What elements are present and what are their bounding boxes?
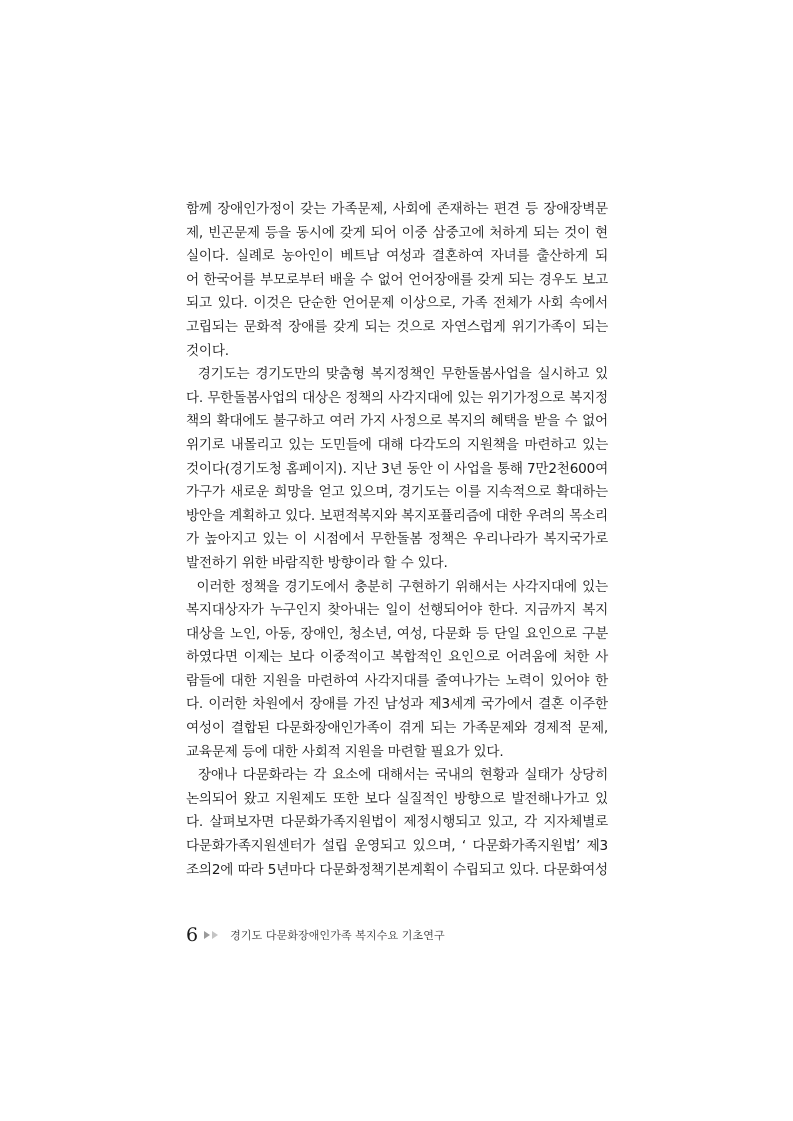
text-line: 책의 확대에도 불구하고 여러 가지 사정으로 복지의 혜택을 받을 수 없어 (186, 413, 608, 430)
text-line: 여성이 결합된 다문화장애인가족이 겪게 되는 가족문제와 경제적 문제, (186, 720, 608, 737)
text-line: 대상을 노인, 아동, 장애인, 청소년, 여성, 다문화 등 단일 요인으로 구분 (186, 625, 608, 642)
text-line: 람들에 대한 지원을 마련하여 사각지대를 줄여나가는 노력이 있어야 한 (186, 672, 608, 689)
double-arrow-icon (204, 931, 220, 939)
text-line: 교육문제 등에 대한 사회적 지원을 마련할 필요가 있다. (186, 743, 504, 760)
text-line: 장애나 다문화라는 각 요소에 대해서는 국내의 현황과 실태가 상당히 (186, 767, 608, 784)
text-line: 조의2에 따라 5년마다 다문화정책기본계획이 수립되고 있다. 다문화여성 (186, 861, 608, 878)
text-line: 것이다. (186, 342, 229, 359)
page-number: 6 (186, 924, 199, 946)
text-line: 가구가 새로운 희망을 얻고 있으며, 경기도는 이를 지속적으로 확대하는 (186, 484, 608, 501)
text-line: 다문화가족지원센터가 설립 운영되고 있으며, ‘ 다문화가족지원법’ 제3 (186, 838, 608, 855)
text-line: 고립되는 문화적 장애를 갖게 되는 것으로 자연스럽게 위기가족이 되는 (186, 318, 608, 335)
text-line: 함께 장애인가정이 갖는 가족문제, 사회에 존재하는 편견 등 장애장벽문 (186, 201, 608, 217)
text-line: 방안을 계획하고 있다. 보편적복지와 복지포퓰리즘에 대한 우려의 목소리 (186, 507, 608, 524)
text-line: 논의되어 왔고 지원제도 또한 보다 실질적인 방향으로 발전해나가고 있 (186, 790, 608, 807)
text-line: 어 한국어를 부모로부터 배울 수 없어 언어장애를 갖게 되는 경우도 보고 (186, 271, 608, 288)
text-line: 경기도는 경기도만의 맞춤형 복지정책인 무한돌봄사업을 실시하고 있 (186, 366, 608, 383)
text-line: 다. 이러한 차원에서 장애를 가진 남성과 제3세계 국가에서 결혼 이주한 (186, 696, 608, 713)
page-footer (186, 922, 445, 948)
text-line: 가 높아지고 있는 이 시점에서 무한돌봄 정책은 우리나라가 복지국가로 (186, 531, 608, 548)
text-line: 하였다면 이제는 보다 이중적이고 복합적인 요인으로 어려움에 처한 사 (186, 649, 608, 666)
body-text (186, 198, 608, 882)
text-line: 이러한 정책을 경기도에서 충분히 구현하기 위해서는 사각지대에 있는 (186, 578, 608, 595)
text-line: 위기로 내몰리고 있는 도민들에 대해 다각도의 지원책을 마련하고 있는 (186, 436, 608, 453)
running-title: 경기도 다문화장애인가족 복지수요 기초연구 (230, 929, 445, 942)
text-line: 다. 무한돌봄사업의 대상은 정책의 사각지대에 있는 위기가정으로 복지정 (186, 389, 608, 406)
text-line: 되고 있다. 이것은 단순한 언어문제 이상으로, 가족 전체가 사회 속에서 (186, 295, 608, 312)
text-line: 복지대상자가 누구인지 찾아내는 일이 선행되어야 한다. 지금까지 복지 (186, 602, 608, 619)
text-line: 실이다. 실례로 농아인이 베트남 여성과 결혼하여 자녀를 출산하게 되 (186, 248, 608, 265)
text-line: 다. 살펴보자면 다문화가족지원법이 제정시행되고 있고, 각 지자체별로 (186, 814, 608, 831)
text-line: 발전하기 위한 바람직한 방향이라 할 수 있다. (186, 554, 448, 571)
text-line: 제, 빈곤문제 등을 동시에 갖게 되어 이중 삼중고에 처하게 되는 것이 현 (186, 224, 608, 241)
text-line: 것이다(경기도청 홈페이지). 지난 3년 동안 이 사업을 통해 7만2천600여 (186, 460, 608, 477)
